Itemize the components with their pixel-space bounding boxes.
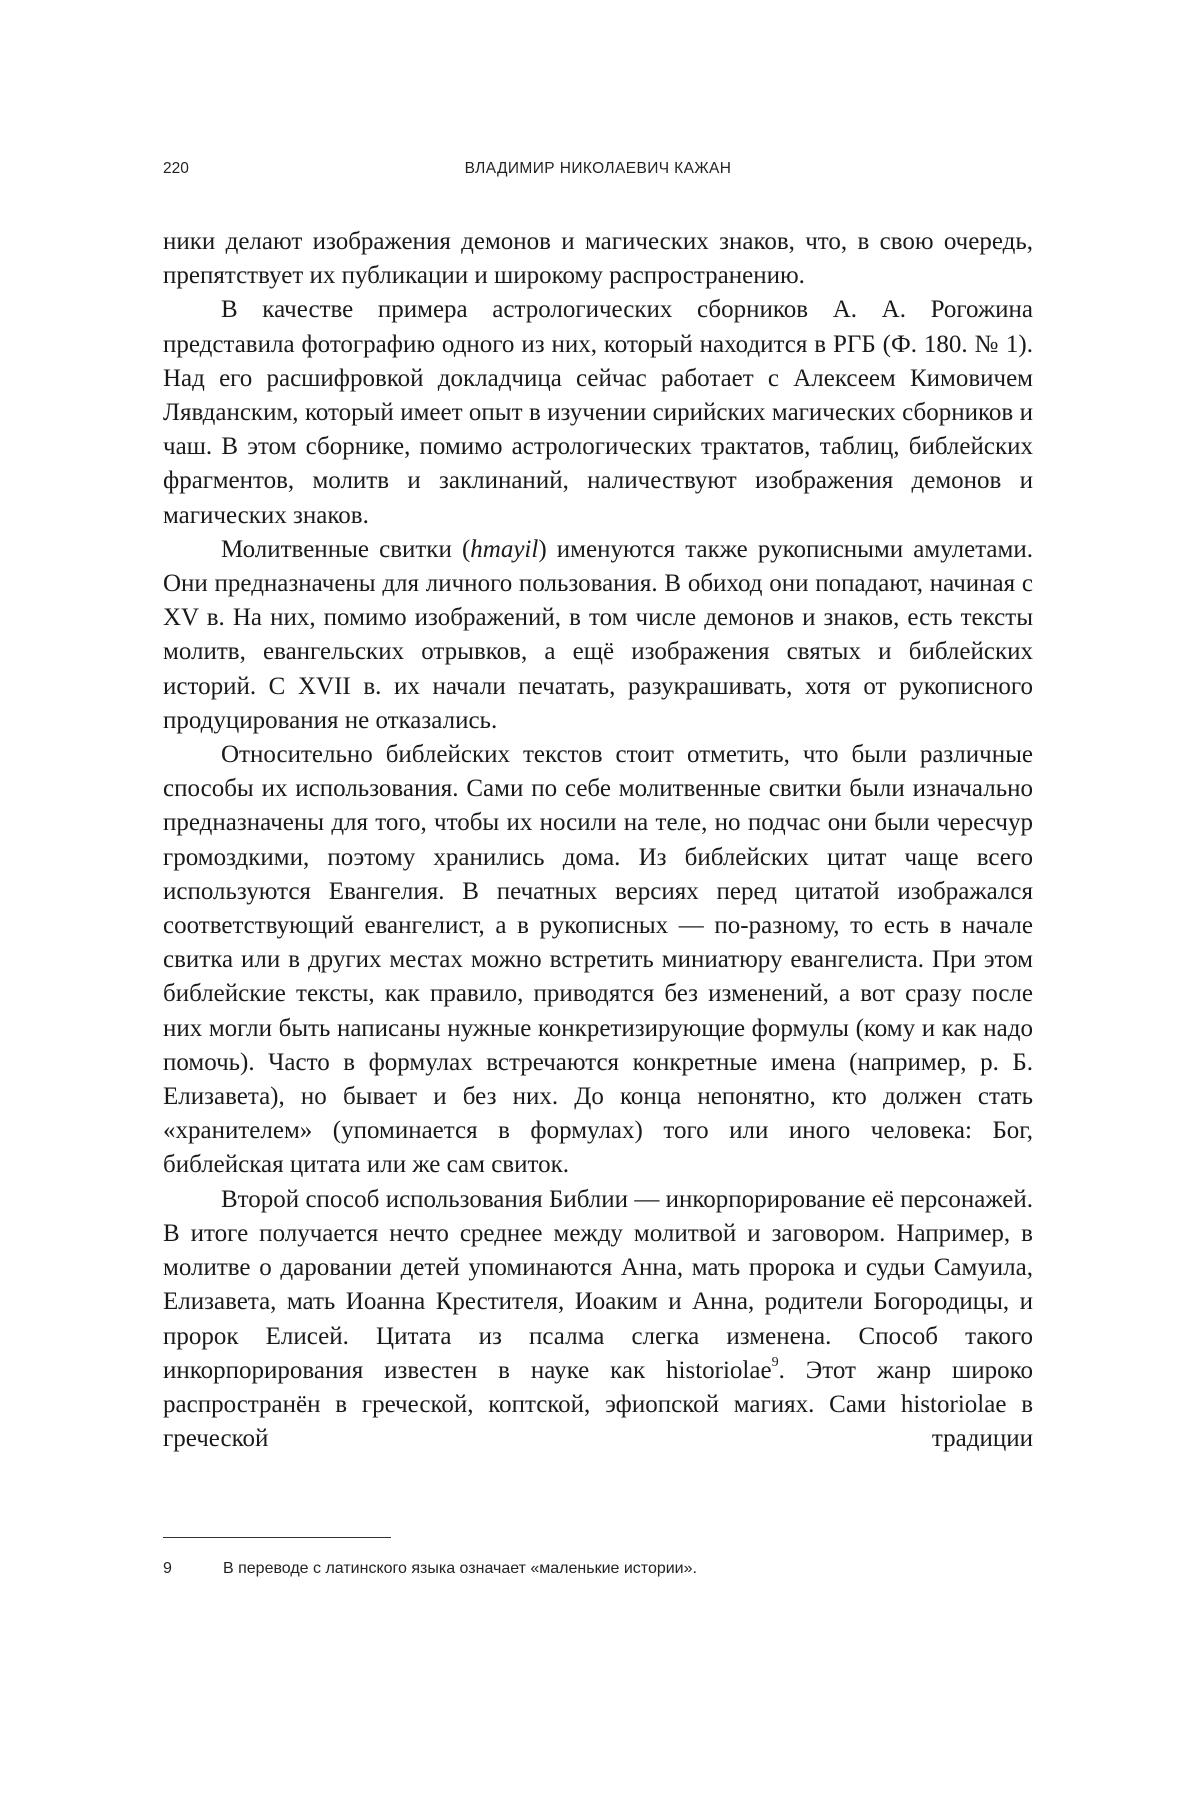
- italic-term: hmayil: [470, 535, 539, 563]
- paragraph-1: ники делают изображения демонов и магических знаков, что, в свою очередь, препятствует их публикации и широкому распространению.: [163, 228, 1033, 290]
- paragraph-5: [163, 1183, 1033, 1457]
- footnote-text: В переводе с латинского языка означает «маленькие истории».: [223, 1560, 697, 1577]
- paragraph-3-text-start: Молитвенные свитки (: [221, 535, 471, 563]
- paragraph-5-text-start: Второй способ использования Библии — инкорпорирование её персонажей. В итоге получается нечто среднее между молитвой и заговором. Например, в молитве о даровании детей упоминаются Анна, мать пророка и судьи Самуила, Елизавета, мать Иоанна Крестителя, Иоаким и Анна, родители Богородицы, и пророк Елисей. Цитата из псалма слегка изменена. Способ такого инкорпорирования известен в науке как historiolae: [163, 1185, 1033, 1384]
- paragraph-3-text-end: ) именуются также рукописными амулетами. Они предназначены для личного пользования. В обиход они попадают, начиная с XV в. На них, помимо изображений, в том числе демонов и знаков, есть тексты молитв, евангельских отрывков, а ещё изображения святых и библейских историй. С XVII в. их начали печатать, разукрашивать, хотя от рукописного продуцирования не отказались.: [163, 535, 1033, 734]
- footnote-divider: [163, 1537, 391, 1538]
- running-head: [163, 160, 1033, 186]
- footnote-reference[interactable]: 9: [771, 1355, 779, 1371]
- body-text: [163, 225, 1033, 1456]
- paragraph-4: Относительно библейских текстов стоит отметить, что были различные способы их использования. Сами по себе молитвенные свитки были изначально предназначены для того, чтобы их носили на теле, но подчас они были чересчур громоздкими, поэтому хранились дома. Из библейских цитат чаще всего используются Евангелия. В печатных версиях перед цитатой изображался соответствующий евангелист, а в рукописных — по-разному, то есть в начале свитка или в других местах можно встретить миниатюру евангелиста. При этом библейские тексты, как правило, приводятся без изменений, а вот сразу после них могли быть написаны нужные конкретизирующие формулы (кому и как надо помочь). Часто в формулах встречаются конкретные имена (например, р. Б. Елизавета), но бывает и без них. До конца непонятно, кто должен стать «хранителем» (упоминается в формулах) того или иного человека: Бог, библейская цитата или же сам свиток.: [163, 741, 1033, 1179]
- paragraph-3: [163, 533, 1033, 738]
- paragraph-2: В качестве примера астрологических сборников А. А. Рогожина представила фотографию одного из них, который находится в РГБ (Ф. 180. № 1). Над его расшифровкой докладчица сейчас работает с Алексеем Кимовичем Лявданским, который имеет опыт в изучении сирийских магических сборников и чаш. В этом сборнике, помимо астрологических трактатов, таблиц, библейских фрагментов, молитв и заклинаний, наличествуют изображения демонов и магических знаков.: [163, 296, 1033, 529]
- page-number: 220: [163, 160, 189, 177]
- footnote-number: 9: [163, 1560, 172, 1577]
- paragraph-5-text-end: . Этот жанр широко распространён в греческой, коптской, эфиопской магиях. Сами historiolae в греческой традиции: [163, 1356, 1033, 1453]
- running-head-author: ВЛАДИМИР НИКОЛАЕВИЧ КАЖАН: [464, 160, 732, 177]
